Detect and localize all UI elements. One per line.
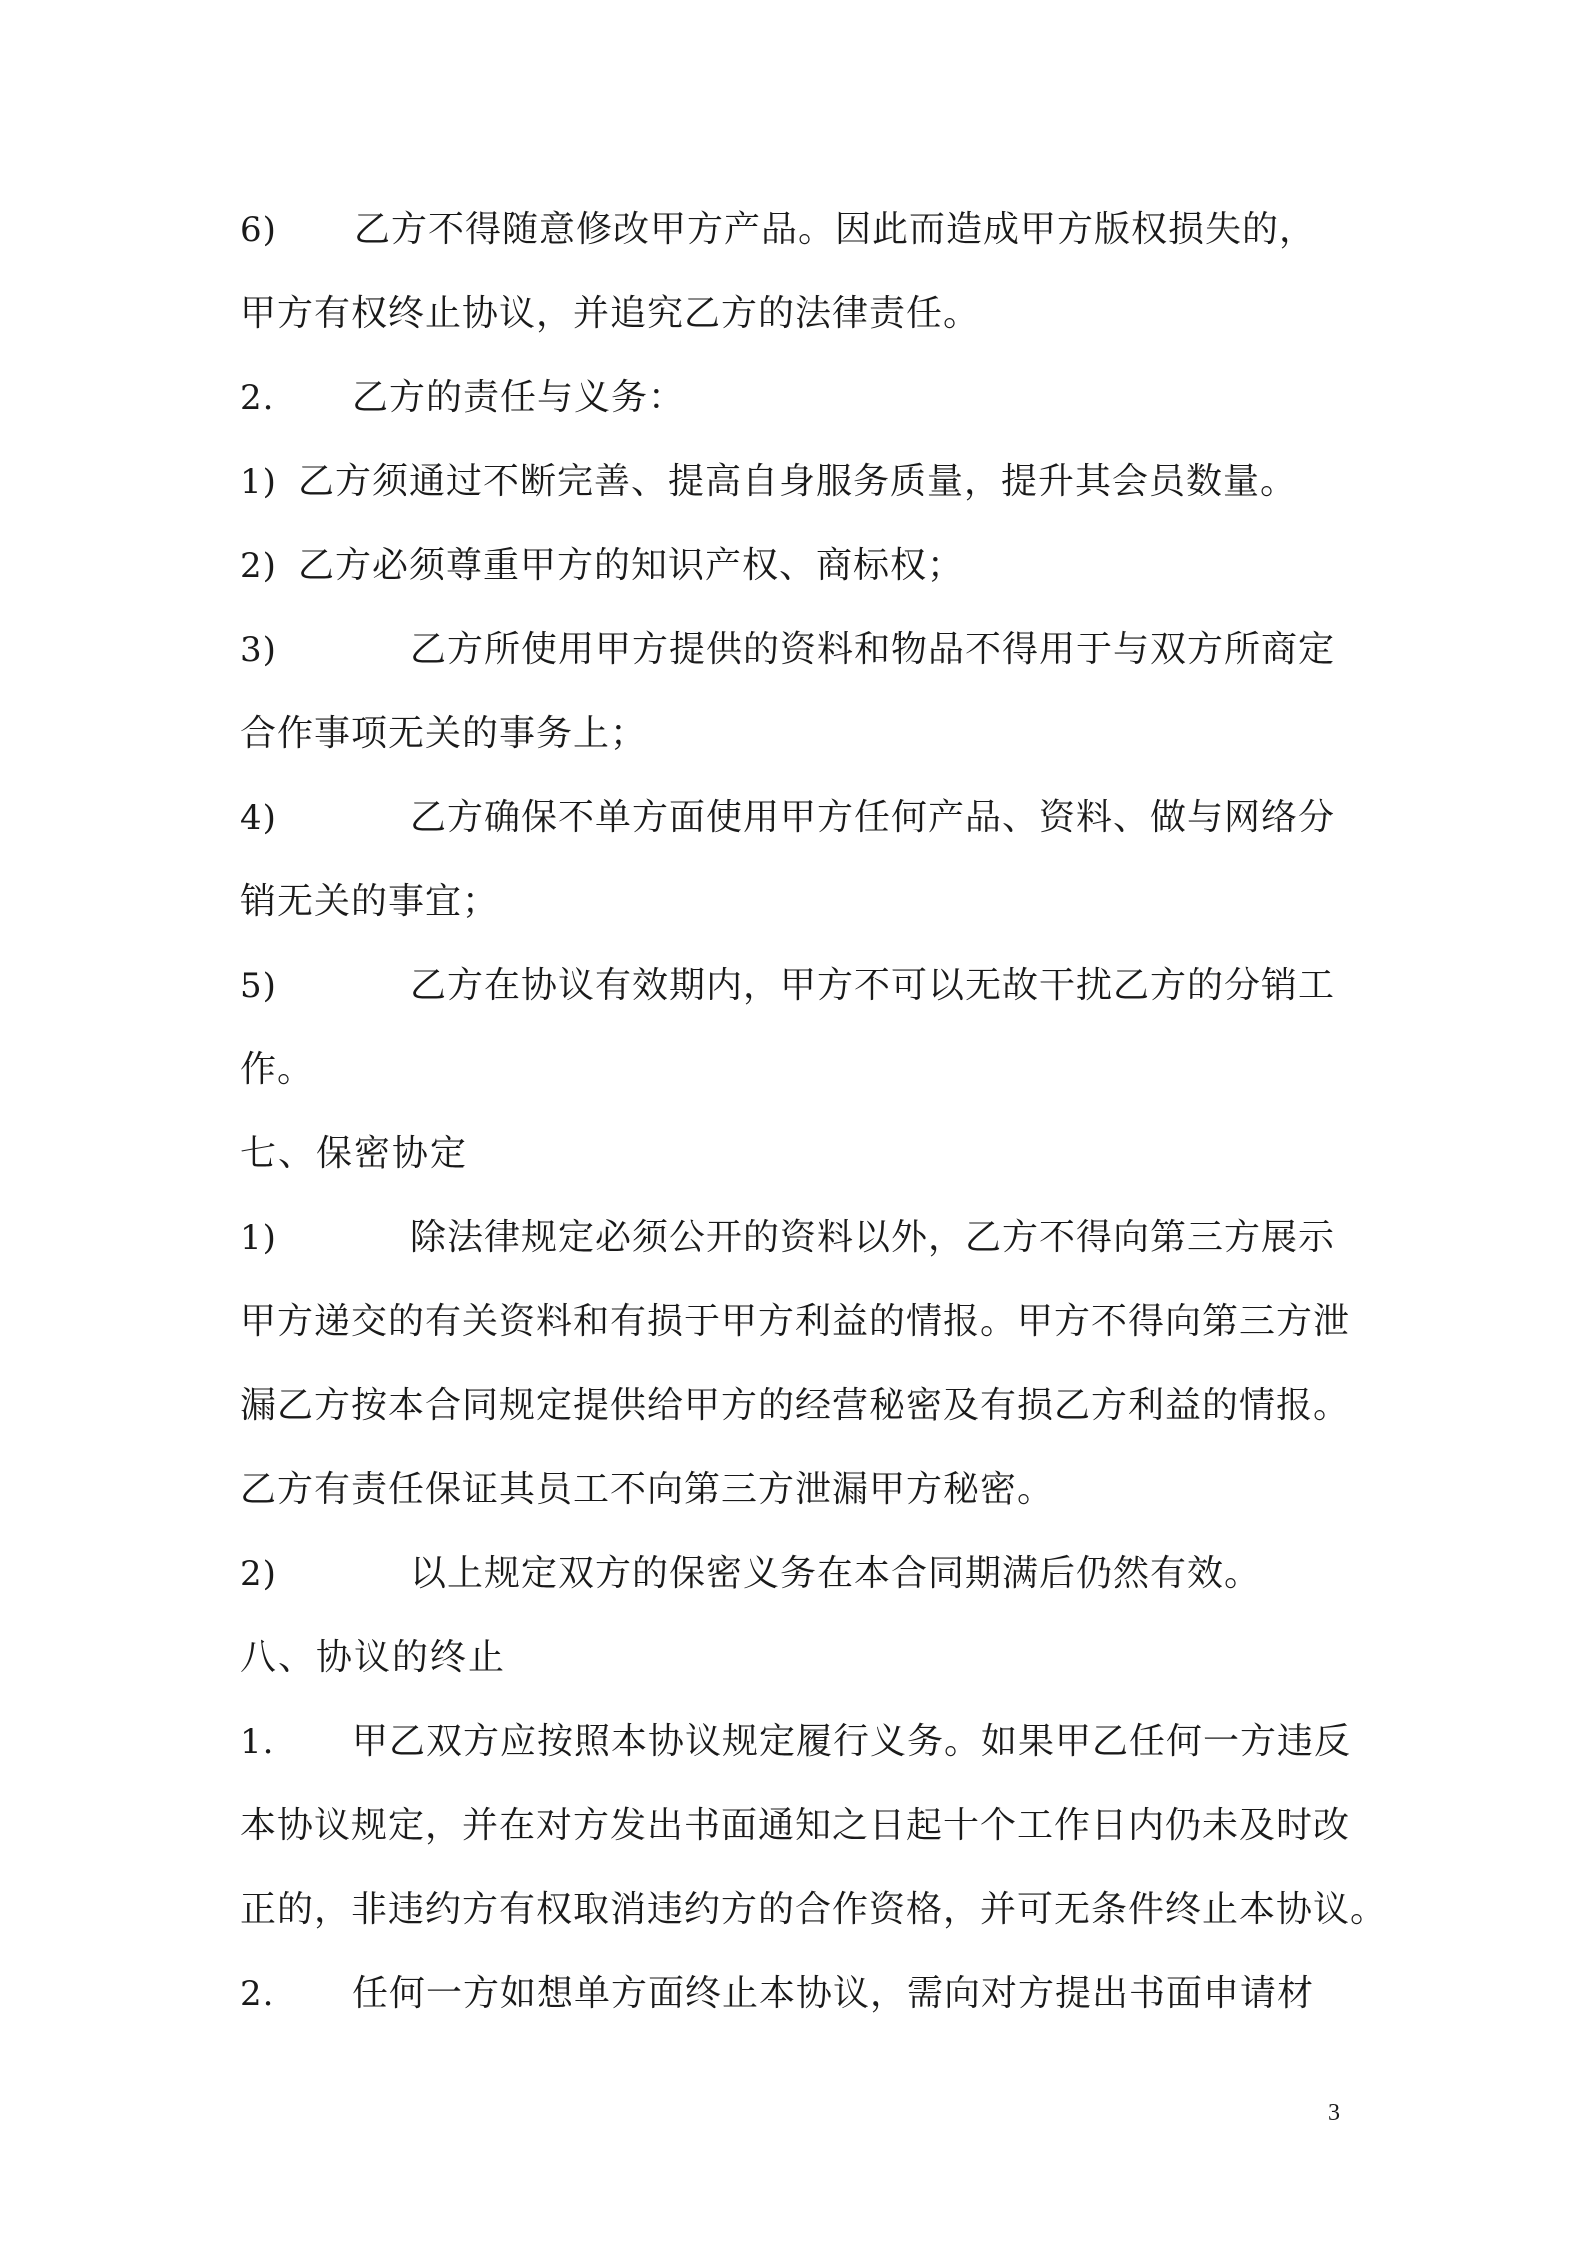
clause-number: 6) — [240, 210, 277, 250]
section-item — [240, 366, 1360, 430]
clause-continuation — [240, 1794, 1360, 1858]
clause-line — [240, 1962, 1360, 2026]
item-number: 2. — [240, 378, 275, 418]
clause-number: 2. — [240, 1974, 275, 2014]
clause-text: 乙方必须尊重甲方的知识产权、商标权； — [298, 545, 965, 586]
clause-text: 甲乙双方应按照本协议规定履行义务。如果甲乙任何一方违反 — [352, 1721, 1352, 1762]
clause-text: 甲方有权终止协议，并追究乙方的法律责任。 — [240, 293, 981, 334]
clause-text: 乙方有责任保证其员工不向第三方泄漏甲方秘密。 — [240, 1469, 1055, 1510]
clause-line — [240, 786, 1360, 850]
clause-text: 乙方确保不单方面使用甲方任何产品、资料、做与网络分 — [410, 797, 1336, 838]
clause-text: 乙方所使用甲方提供的资料和物品不得用于与双方所商定 — [410, 629, 1336, 670]
clause-number: 2) — [240, 1554, 277, 1594]
clause-text: 本协议规定，并在对方发出书面通知之日起十个工作日内仍未及时改 — [240, 1805, 1351, 1846]
clause-text: 漏乙方按本合同规定提供给甲方的经营秘密及有损乙方利益的情报。 — [240, 1385, 1351, 1426]
clause-number: 4) — [240, 798, 277, 838]
clause-continuation — [240, 1878, 1388, 1942]
clause-text: 甲方递交的有关资料和有损于甲方利益的情报。甲方不得向第三方泄 — [240, 1301, 1351, 1342]
clause-continuation — [240, 1458, 1360, 1522]
clause-continuation — [240, 282, 1360, 346]
clause-text: 除法律规定必须公开的资料以外，乙方不得向第三方展示 — [410, 1217, 1336, 1258]
clause-text: 任何一方如想单方面终止本协议，需向对方提出书面申请材 — [352, 1973, 1315, 2014]
clause-line — [240, 1206, 1360, 1270]
item-text: 乙方的责任与义务： — [352, 377, 686, 418]
clause-text: 正的，非违约方有权取消违约方的合作资格，并可无条件终止本协议。 — [240, 1889, 1388, 1930]
clause-number: 2) — [240, 546, 277, 586]
clause-text: 以上规定双方的保密义务在本合同期满后仍然有效。 — [410, 1553, 1262, 1594]
clause-continuation — [240, 1038, 1360, 1102]
clause-line — [240, 618, 1360, 682]
clause-line — [240, 534, 1360, 598]
clause-line — [240, 198, 1360, 262]
clause-number: 1. — [240, 1722, 275, 1762]
section-heading — [240, 1626, 1360, 1690]
clause-line — [240, 450, 1360, 514]
clause-text: 合作事项无关的事务上； — [240, 713, 648, 754]
clause-number: 1) — [240, 1218, 277, 1258]
clause-line — [240, 954, 1360, 1018]
clause-number: 3) — [240, 630, 277, 670]
section-heading-text: 七、保密协定 — [240, 1133, 469, 1174]
clause-number: 1) — [240, 462, 277, 502]
clause-line — [240, 1542, 1360, 1606]
clause-continuation — [240, 1374, 1360, 1438]
clause-number: 5) — [240, 966, 277, 1006]
clause-line — [240, 1710, 1360, 1774]
clause-continuation — [240, 1290, 1360, 1354]
clause-text: 销无关的事宜； — [240, 881, 500, 922]
clause-text: 乙方不得随意修改甲方产品。因此而造成甲方版权损失的， — [354, 209, 1317, 250]
clause-continuation — [240, 702, 1360, 766]
clause-text: 乙方在协议有效期内，甲方不可以无故干扰乙方的分销工 — [410, 965, 1336, 1006]
clause-text: 乙方须通过不断完善、提高自身服务质量，提升其会员数量。 — [298, 461, 1298, 502]
section-heading-text: 八、协议的终止 — [240, 1637, 507, 1678]
page-number: 3 — [1328, 2100, 1340, 2126]
clause-continuation — [240, 870, 1360, 934]
clause-text: 作。 — [240, 1049, 315, 1090]
section-heading — [240, 1122, 1360, 1186]
